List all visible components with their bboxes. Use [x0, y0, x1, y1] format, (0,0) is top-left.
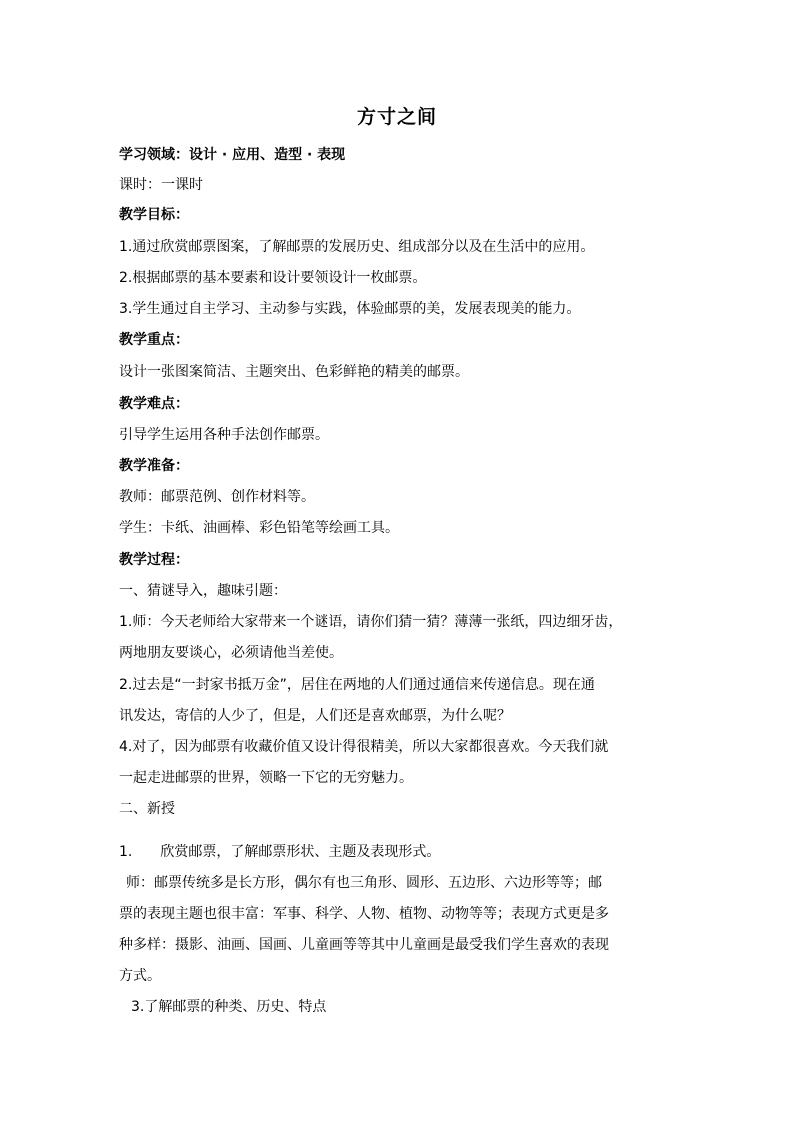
appreciate-stamps-line: 1. 欣赏邮票，了解邮票形状、主题及表现形式。	[119, 844, 441, 860]
section-1-heading: 一、猜谜导入，趣味引题：	[119, 583, 287, 599]
difficulties-heading: 教学难点：	[119, 396, 189, 412]
riddle-line-2: 两地朋友要谈心，必须请他当差使。	[119, 645, 343, 661]
learning-field-line: 学习领域：设计 · 应用、造型 · 表现	[119, 147, 346, 163]
difficulties-text: 引导学生运用各种手法创作邮票。	[119, 427, 329, 443]
teacher-explain-line-3: 种多样：摄影、油画、国画、儿童画等等其中儿童画是最受我们学生喜欢的表现	[119, 937, 609, 953]
letter-line-2: 讯发达，寄信的人少了，但是，人们还是喜欢邮票，为什么呢？	[119, 708, 511, 724]
key-points-heading: 教学重点：	[119, 332, 189, 348]
letter-line-1: 2.过去是“一封家书抵万金”，居住在两地的人们通过通信来传递信息。现在通	[119, 677, 595, 693]
goal-1-line: 1.通过欣赏邮票图案，了解邮票的发展历史、组成部分以及在生活中的应用。	[119, 239, 595, 255]
student-preparation-line: 学生：卡纸、油画棒、彩色铅笔等绘画工具。	[119, 520, 399, 536]
riddle-line-1: 1.师：今天老师给大家带来一个谜语，请你们猜一猜？薄薄一张纸，四边细牙齿，	[119, 614, 623, 630]
process-heading: 教学过程：	[119, 552, 189, 568]
stamp-value-line-2: 一起走进邮票的世界，领略一下它的无穷魅力。	[119, 770, 413, 786]
key-points-text: 设计一张图案简洁、主题突出、色彩鲜艳的精美的邮票。	[119, 364, 469, 380]
goal-2-line: 2.根据邮票的基本要素和设计要领设计一枚邮票。	[119, 270, 427, 286]
goal-3-line: 3.学生通过自主学习、主动参与实践，体验邮票的美，发展表现美的能力。	[119, 301, 581, 317]
teacher-explain-line-2: 票的表现主题也很丰富：军事、科学、人物、植物、动物等等；表现方式更是多	[119, 906, 609, 922]
preparation-heading: 教学准备：	[119, 458, 189, 474]
teacher-explain-line-1: 师：邮票传统多是长方形，偶尔有也三角形、圆形、五边形、六边形等等；邮	[126, 875, 602, 891]
class-hours-line: 课时：一课时	[119, 177, 203, 193]
stamp-types-line: 3.了解邮票的种类、历史、特点	[131, 999, 327, 1015]
page-title: 方寸之间	[356, 106, 437, 128]
section-2-heading: 二、新授	[119, 801, 175, 817]
stamp-value-line-1: 4.对了，因为邮票有收藏价值又设计得很精美，所以大家都很喜欢。今天我们就	[119, 739, 609, 755]
teacher-preparation-line: 教师：邮票范例、创作材料等。	[119, 489, 315, 505]
teacher-explain-line-4: 方式。	[119, 968, 161, 984]
teaching-goals-heading: 教学目标：	[119, 207, 189, 223]
